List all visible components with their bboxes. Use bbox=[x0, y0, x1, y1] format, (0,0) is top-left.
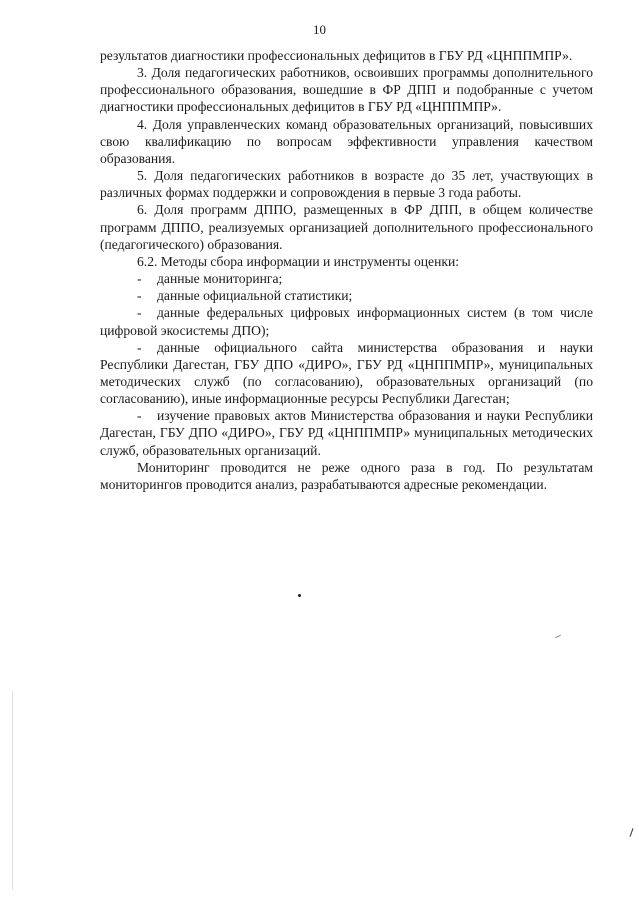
list-item bbox=[100, 407, 593, 458]
list-item bbox=[100, 287, 593, 304]
stray-dot-mark bbox=[298, 594, 301, 597]
list-item bbox=[100, 339, 593, 408]
paragraph-continuation: результатов диагностики профессиональных дефицитов в ГБУ РД «ЦНППМПР». bbox=[100, 48, 573, 63]
paragraph-item-3: 3. Доля педагогических работников, освоивших программы дополнительного профессионального образования, вошедшие в ФР ДПП и подобранные с учетом диагностики профессиональных дефицитов в ГБУ РД «ЦНППМПР». bbox=[100, 65, 593, 115]
list-marker: - bbox=[137, 271, 142, 287]
list-item bbox=[100, 304, 593, 338]
document-body bbox=[100, 47, 593, 493]
scan-edge-line bbox=[12, 690, 13, 890]
section-heading-6-2: 6.2. Методы сбора информации и инструменты оценки: bbox=[137, 253, 460, 269]
paragraph-item-4: 4. Доля управленческих команд образовательных организаций, повысивших свою квалификацию по вопросам эффективности управления качеством образования. bbox=[100, 116, 593, 166]
list-marker: - bbox=[137, 288, 142, 304]
list-marker: - bbox=[137, 408, 142, 424]
closing-paragraph: Мониторинг проводится не реже одного раза в год. По результатам мониторингов проводится анализ, разрабатываются адресные рекомендации. bbox=[100, 459, 593, 492]
edge-pen-mark bbox=[629, 828, 633, 837]
list-item-text: данные федеральных цифровых информационных систем (в том числе цифровой экосистемы ДПО); bbox=[100, 305, 593, 338]
list-item-text: данные мониторинга; bbox=[157, 271, 283, 287]
page-number: 10 bbox=[313, 22, 326, 37]
list-marker: - bbox=[137, 339, 142, 355]
list-item-text: данные официального сайта министерства образования и науки Республики Дагестан, ГБУ ДПО «ДИРО», ГБУ РД «ЦНППМПР», муниципальных методических служб (по согласованию), образовательных организаций (по согласованию), иные информационные ресурсы Республики Дагестан; bbox=[100, 339, 593, 407]
list-item-text: изучение правовых актов Министерства образования и науки Республики Дагестан, ГБУ ДПО «ДИРО», ГБУ РД «ЦНППМПР» муниципальных методических служб, образовательных организаций. bbox=[100, 408, 593, 458]
list-item-text: данные официальной статистики; bbox=[157, 288, 353, 304]
list-item bbox=[100, 270, 593, 287]
paragraph-item-6: 6. Доля программ ДППО, размещенных в ФР ДПП, в общем количестве программ ДППО, реализуемых организацией дополнительного профессионального (педагогического) образования. bbox=[100, 202, 593, 252]
paragraph-item-5: 5. Доля педагогических работников в возрасте до 35 лет, участвующих в различных формах поддержки и сопровождения в первые 3 года работы. bbox=[100, 168, 593, 201]
list-marker: - bbox=[137, 305, 142, 321]
stray-pen-mark bbox=[555, 635, 561, 638]
